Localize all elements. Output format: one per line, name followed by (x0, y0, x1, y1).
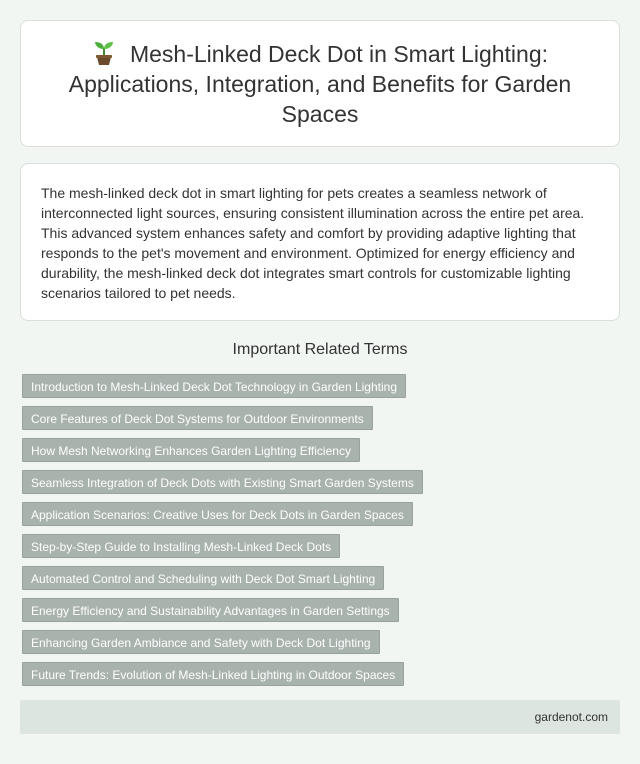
page-title-text: Mesh-Linked Deck Dot in Smart Lighting: Applications, Integration, and Benefits for Garden Spaces (68, 40, 572, 127)
related-term-tag[interactable]: Automated Control and Scheduling with Deck Dot Smart Lighting (22, 566, 384, 590)
related-term-tag[interactable]: Introduction to Mesh-Linked Deck Dot Technology in Garden Lighting (22, 374, 406, 398)
related-term-tag[interactable]: Seamless Integration of Deck Dots with Existing Smart Garden Systems (22, 470, 423, 494)
related-term-tag[interactable]: Core Features of Deck Dot Systems for Outdoor Environments (22, 406, 373, 430)
page-title (51, 39, 589, 129)
description-text: The mesh-linked deck dot in smart lighting for pets creates a seamless network of interconnected light sources, ensuring consistent illumination across the entire pet area. This advanced system enhances safety and comfort by providing adaptive lighting that responds to the pet's movement and environment. Optimized for energy efficiency and durability, the mesh-linked deck dot integrates smart controls for customizable lighting scenarios tailored to pet needs. (41, 185, 585, 301)
description-card (20, 163, 620, 321)
footer (20, 700, 620, 734)
related-term-tag[interactable]: Step-by-Step Guide to Installing Mesh-Linked Deck Dots (22, 534, 340, 558)
title-card (20, 20, 620, 147)
related-terms-list (22, 374, 622, 694)
footer-site-link[interactable]: gardenot.com (534, 710, 608, 724)
related-term-tag[interactable]: Energy Efficiency and Sustainability Advantages in Garden Settings (22, 598, 399, 622)
related-term-tag[interactable]: Application Scenarios: Creative Uses for Deck Dots in Garden Spaces (22, 502, 413, 526)
sprout-icon (92, 40, 116, 66)
related-term-tag[interactable]: How Mesh Networking Enhances Garden Lighting Efficiency (22, 438, 360, 462)
related-term-tag[interactable]: Enhancing Garden Ambiance and Safety with Deck Dot Lighting (22, 630, 380, 654)
related-term-tag[interactable]: Future Trends: Evolution of Mesh-Linked Lighting in Outdoor Spaces (22, 662, 404, 686)
related-terms-heading: Important Related Terms (232, 341, 408, 358)
